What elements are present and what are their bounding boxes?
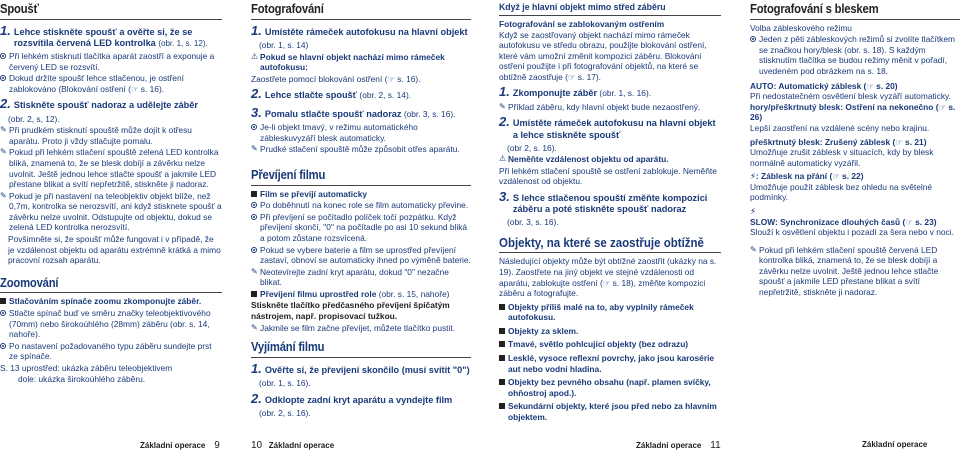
target-icon: [251, 214, 257, 220]
section-title-shutter: Spoušť: [0, 2, 39, 16]
footer-right: Základní operace: [862, 440, 928, 449]
target-icon: [251, 124, 257, 130]
pen-icon: ✎: [750, 244, 757, 254]
section-title-shooting: Fotografování: [251, 2, 324, 16]
square-bullet-icon: [499, 403, 505, 409]
sub-heading: Stlačováním spínače zoomu zkomponujte záběr.: [0, 296, 222, 307]
pen-icon: ✎: [0, 125, 7, 135]
step-1-text: Lehce stiskněte spoušť a ověřte si, že se rozsvítila červená LED kontrolka (obr. 1, s. 12).: [13, 26, 208, 49]
target-icon: [0, 53, 6, 59]
flash-icon: ⚡: [750, 171, 756, 182]
column-3: Když je hlavní objekt mimo střed záběru Fotografování se zablokovaným ostřením Když se zaostřovaný objekt nachází mimo rámeček autofokusu ve středu obrazu, použijte blokování ostření, které vám umožní změnit kompozici záběru. Blokování ostření použijte i při fotografování objektů, na které se obtížně zaostřuje (☞ s. 17). 1. Zkomponujte záběr (obr. 1, s. 16). ✎ Příklad záběru, kdy hlavní objekt bude nezaostřený. 2. Umístěte rámeček autofokusu na hlavní objekt a lehce stiskněte spoušť (obr 2, s. 16). ⚠ Neměňte vzdálenost objektu od aparátu. Při lehkém stlačení spouště se ostření zablokuje. Neměňte vzdálenost od objektu. 3. S lehce stlačenou spouští změňte kompozici záběru a poté stiskněte spoušť nadoraz (obr. 3, s. 16). Objekty, na které se zaostřuje obtížně Následující objekty může být obtížné zaostřit (ukázky na s. 19). Zaostřete na jiný objekt ve stejné vzdálenosti od aparátu, zablokujte ostření (☞ s. 18), změňte kompozici záběru a fotografujte. Objekty příliš malé na to, aby vyplnily rámeček autofokusu. Objekty za sklem. Tmavé, světlo pohlcující objekty (bez odrazu) Lesklé, vysoce reflexní povrchy, jako jsou karosérie aut nebo vodní hladina. Objekty bez pevného obsahu (např. plamen svíčky, ohňostroj apod.). Sekundární objekty, které jsou před nebo za hlavním objektem.: [499, 2, 721, 424]
bullet-item: Stlačte spínač buď ve směru značky teleobjektivového (70mm) nebo širokoúhlého (28mm) záběru (obr. s. 14, nahoře).: [0, 308, 222, 340]
target-icon: [0, 343, 6, 349]
divider: [0, 19, 222, 20]
square-bullet-icon: [499, 355, 505, 361]
pen-icon: ✎: [499, 101, 506, 111]
target-icon: [251, 202, 257, 208]
note-item: ✎ Pokud je při nastavení na teleobjektiv objekt blíže, než 0,7m, kontrolka se nerozsvítí, ani když stisknete spoušť a závěrku nelze uvolnit. Odstupujte od objektu, dokud se zelená LED kontrolka nerozsvítí.: [0, 190, 222, 233]
warning-icon: ⚠: [499, 154, 507, 164]
flash-icon: ⚡: [750, 206, 756, 216]
pen-icon: ✎: [251, 322, 258, 332]
bullet-item: Při lehkém stisknutí tlačítka aparát zaostří a exponuje a červený LED se rozsvítí.: [0, 51, 222, 72]
pen-icon: ✎: [251, 266, 258, 276]
bullet-item: Dokud držíte spoušť lehce stlačenou, je ostření zablokováno (Blokování ostření (☞ s. 16).: [0, 73, 222, 94]
section-title-focus-lock: Když je hlavní objekt mimo střed záběru: [499, 2, 666, 13]
square-bullet-icon: [499, 341, 505, 347]
pen-icon: ✎: [0, 147, 7, 157]
section-title-flash: Fotografování s bleskem: [750, 2, 879, 16]
target-icon: [0, 75, 6, 81]
pen-icon: ✎: [251, 144, 258, 154]
step-1: 1. Lehce stiskněte spoušť a ověřte si, že se rozsvítila červená LED kontrolka (obr. 1, s. 12).: [0, 23, 222, 50]
pen-icon: ✎: [0, 190, 7, 200]
square-bullet-icon: [0, 298, 6, 304]
target-icon: [750, 36, 756, 42]
target-icon: [0, 310, 6, 316]
column-4: Fotografování s bleskem Volba zábleskového režimu Jeden z pěti zábleskových režimů si zvolíte tlačítkem se značkou hory/blesk (obr. s. 18). S každým stisknutím tlačítka se budou režimy měnit v pořadí, uvedeném pod obrázkem na s. 18. AUTO: Automatický záblesk (☞ s. 20) Při nedostatečném osvětlení blesk vyzáří automaticky. hory/přeškrtnutý blesk: Ostření na nekonečno (☞ s. 26) Lepší zaostření na vzdálené scény nebo krajinu. přeškrtnutý blesk: Zrušený záblesk (☞ s. 21) Umožňuje zrušit záblesk v situacích, kdy by blesk normálně automaticky vyzářil. ⚡: Záblesk na přání (☞ s. 22) Umožňuje použít záblesk bez ohledu na světelné podmínky. ⚡ SLOW: Synchronizace dlouhých časů (☞ s. 23) Slouží k osvětlení objektu i pozadí za šera nebo v noci. ✎ Pokud při lehkém stlačení spouště červená LED kontrolka bliká, znamená to, že se blesk dobíjí a závěrku nelze uvolnit. Ještě jednou lehce stlačte spoušť a jakmile LED přestane blikat a svítí nepřetržitě, stiskněte ji nadoraz.: [750, 2, 960, 299]
note-item: ✎ Pokud při lehkém stlačení spouště zelená LED kontrolka bliká, znamená to, že se blesk dobíjí a závěrku nelze uvolnit. Ještě jednou lehce stlačte spoušť a jakmile LED přestane blikat a svítí nepřetržitě, stiskněte ji nadoraz.: [0, 147, 219, 190]
section-title-rewind: Převíjení filmu: [251, 167, 326, 182]
footer-left: Základní operace 9: [140, 440, 220, 451]
column-1: Spoušť 1. Lehce stiskněte spoušť a ověřte si, že se rozsvítila červená LED kontrolka (obr. 1, s. 12). Při lehkém stisknutí tlačítka aparát zaostří a exponuje a červený LED se rozsvítí. Dokud držíte spoušť lehce stlačenou, je ostření zablokováno (Blokování ostření (☞ s. 16). 2. Stiskněte spoušť nadoraz a udělejte záběr (obr. 2, s, 12). ✎ Při prudkém stisknutí spouště může dojít k otřesu aparátu. Proto ji vždy stlačujte pomalu. ✎ Pokud při lehkém stlačení spouště zelená LED kontrolka bliká, znamená to, že se blesk dobíjí a závěrku nelze uvolnit. Ještě jednou lehce stlačte spoušť a jakmile LED přestane blikat a svítí nepřetržitě, stiskněte ji nadoraz. ✎ Pokud je při nastavení na teleobjektiv objekt blíže, než 0,7m, kontrolka se nerozsvítí, ani když stisknete spoušť a závěrku nelze uvolnit. Odstupujte od objektu, dokud se zelená LED kontrolka nerozsvítí. Povšimněte si, že spoušť může fungovat i v případě, že je vzdálenost objektu od aparátu extrémně krátká a mimo pracovní rozsah aparátu. Zoomování Stlačováním spínače zoomu zkomponujte záběr. Stlačte spínač buď ve směru značky teleobjektivového (70mm) nebo širokoúhlého (28mm) záběru (obr. s. 14, nahoře). Po nastavení požadovaného typu záběru sundejte prst ze spínače. S. 13 uprostřed: ukázka záběru teleobjektivem dole: ukázka širokoúhlého záběru.: [0, 2, 222, 384]
square-bullet-icon: [499, 379, 505, 385]
footer-page-10: 10 Základní operace: [251, 440, 335, 451]
square-bullet-icon: [499, 328, 505, 334]
square-bullet-icon: [251, 191, 257, 197]
section-title-unload: Vyjímání filmu: [251, 340, 325, 355]
column-2: Fotografování 1. Umístěte rámeček autofokusu na hlavní objekt (obr. 1, s. 14) ⚠ Pokud se hlavní objekt nachází mimo rámeček autofokusu: Zaostřete pomocí blokování ostření (☞ s. 16). 2. Lehce stlačte spoušť (obr. 2, s. 14). 3. Pomalu stlačte spoušť nadoraz (obr. 3, s. 16). Je-li objekt tmavý, v režimu automatického zábleskuvyzáří blesk automaticky. ✎ Prudké stlačení spouště může způsobit otřes aparátu. Převíjení filmu Film se převíjí automaticky Po doběhnutí na konec role se film automaticky převine. Při převíjení se počítadlo políček točí pozpátku. Když převíjení skončí, "0" na počítadle po asi 10 sekund bliká a potom zůstane rozsvícená. Pokud se vybere baterie a film se uprostřed převíjení zastaví, obnoví se automaticky ihned po výměně baterie. ✎ Neotevírejte zadní kryt aparátu, dokud "0" nezačne blikat. Převíjení filmu uprostřed role (obr. s. 15, nahoře) Stiskněte tlačítko předčasného převíjení špičatým nástrojem, např. propisovací tužkou. ✎ Jakmile se film začne převíjet, můžete tlačítko pustit. Vyjímání filmu 1. Ověřte si, že převíjení skončilo (musí svítit "0") (obr. 1, s. 16). 2. Odklopte zadní kryt aparátu a vyndejte film (obr. 2, s. 16).: [251, 2, 471, 419]
warning-icon: ⚠: [251, 51, 259, 61]
square-bullet-icon: [499, 304, 505, 310]
bullet-item: Po nastavení požadovaného typu záběru sundejte prst ze spínače.: [0, 341, 222, 362]
section-title-zoom: Zoomování: [0, 275, 59, 290]
section-title-hard-subjects: Objekty, na které se zaostřuje obtížně: [499, 235, 704, 250]
note-item: ✎ Při prudkém stisknutí spouště může dojít k otřesu aparátu. Proto ji vždy stlačujte pomalu.: [0, 125, 192, 146]
square-bullet-icon: [251, 291, 257, 297]
footer-page-11: Základní operace 11: [636, 440, 721, 451]
step-2: 2. Stiskněte spoušť nadoraz a udělejte záběr: [0, 96, 198, 112]
target-icon: [251, 247, 257, 253]
